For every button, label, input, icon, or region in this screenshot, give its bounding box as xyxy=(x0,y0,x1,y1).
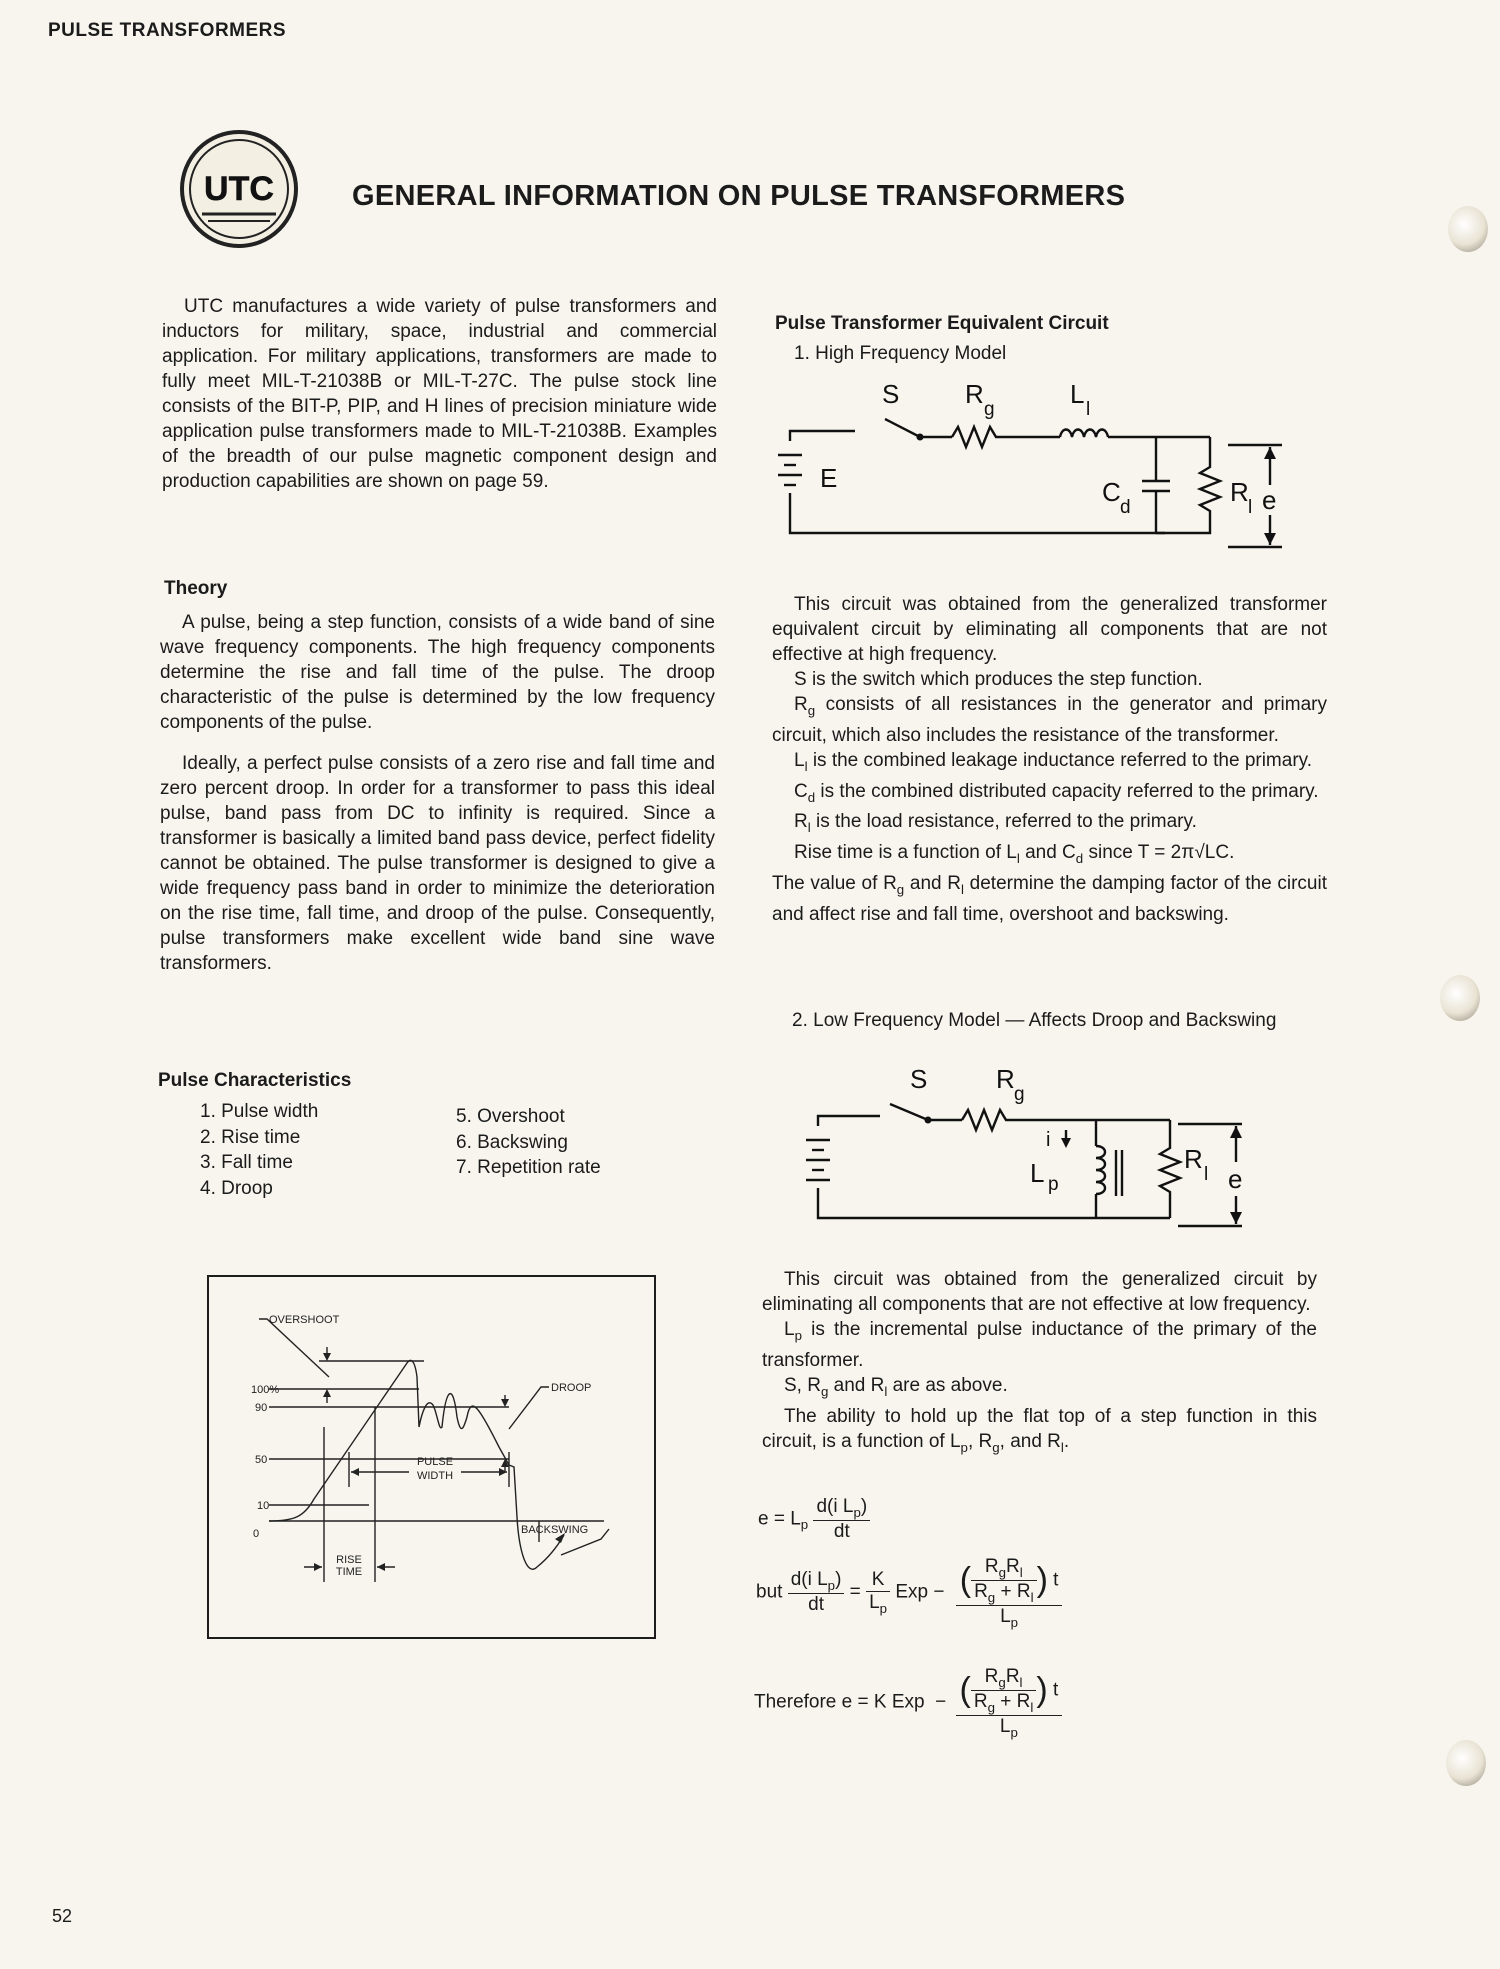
lp-description: $L_p$ is the incremental pulse inductance of the primary of the transformer. xyxy=(762,1319,1317,1371)
pulse-width-label-2: WIDTH xyxy=(416,1470,454,1482)
utc-logo xyxy=(178,128,300,250)
theory-paragraph-1: A pulse, being a step function, consists of a wide band of sine wave frequency components. The high frequency components determine the rise and fall time of the pulse. The droop characteristic of the pulse is determined by the low frequency components of the pulse. xyxy=(160,612,715,733)
lf-paragraph: This circuit was obtained from the generalized circuit by eliminating all components that are not effective at low frequency. xyxy=(762,1269,1317,1315)
cd-label: C xyxy=(1102,477,1121,507)
high-frequency-circuit xyxy=(770,375,1330,555)
page-number: 52 xyxy=(52,1906,73,1926)
logo-text: UTC xyxy=(204,170,274,208)
rg-sub: g xyxy=(984,399,995,420)
cd-sub: d xyxy=(1120,497,1131,518)
tick-90: 90 xyxy=(255,1402,268,1414)
model-1-label: 1. High Frequency Model xyxy=(794,343,1007,364)
characteristics-heading: Pulse Characteristics xyxy=(158,1070,352,1091)
pulse-width-label-1: PULSE xyxy=(416,1456,454,1468)
overshoot-label: OVERSHOOT xyxy=(269,1314,340,1326)
list-item: 2. Rise time xyxy=(200,1126,301,1148)
list-item: 7. Repetition rate xyxy=(456,1157,601,1178)
rg-label-2: R xyxy=(996,1064,1015,1094)
pulse-waveform-diagram xyxy=(209,1277,654,1637)
tick-0: 0 xyxy=(253,1528,260,1540)
rise-time-description: Rise time is a function of $L_l$ and $C_d$ since T = 2π√LC. xyxy=(794,842,1235,866)
source-e-label: E xyxy=(820,463,838,493)
tick-10: 10 xyxy=(257,1500,270,1512)
theory-paragraph-2: Ideally, a perfect pulse consists of a zero rise and fall time and zero percent droop. In order for a transformer to pass this ideal pulse, band pass from DC to infinity is required. Since a transformer is basically a limited band pass device, perfect fidelity cannot be obtained. The pulse transformer is designed to give a wide frequency pass band in order to minimize the deterioration on the rise time, fall time, and droop of the pulse. Consequently, pulse transformers make excellent wide band sine wave transformers. xyxy=(160,753,715,974)
intro-paragraph xyxy=(162,294,717,494)
intro-text: UTC manufactures a wide variety of pulse transformers and inductors for military, space, industrial and commercial application. For military applications, transformers are made to fully meet MIL-T-21038B or MIL-T-27C. The pulse stock line consists of the BIT-P, PIP, and H lines of precision miniature wide application pulse transformers made to MIL-T-21038B. Examples of the breadth of our pulse magnetic component design and production capabilities are shown on page 59. xyxy=(162,296,717,492)
output-e-label-2: e xyxy=(1228,1164,1243,1194)
rg-label: R xyxy=(965,379,984,409)
equation-2: but $\frac{d(i L_p)}{dt}$ = $\frac{K}{L_p}$ Exp − ( $\frac{R_gR_l}{R_g + R_l}$ ) t $L_p$ xyxy=(756,1556,1062,1629)
binder-hole-bottom xyxy=(1446,1740,1486,1786)
damping-description: The value of $R_g$ and $R_l$ determine the damping factor of the circuit and affect rise and fall time, overshoot and backswing. xyxy=(772,872,1327,925)
rg-description: $R_g$ consists of all resistances in the generator and primary circuit, which also includes the resistance of the transformer. xyxy=(772,694,1327,746)
list-item: 5. Overshoot xyxy=(456,1106,565,1127)
list-item: 3. Fall time xyxy=(200,1152,293,1173)
ll-description: $L_l$ is the combined leakage inductance referred to the primary. xyxy=(794,749,1313,774)
current-label: i xyxy=(1046,1129,1051,1151)
ll-sub: l xyxy=(1086,399,1091,420)
same-description: S, $R_g$ and $R_l$ are as above. xyxy=(784,1374,1008,1399)
output-e-label: e xyxy=(1262,485,1277,515)
equivalent-circuit-heading: Pulse Transformer Equivalent Circuit xyxy=(775,313,1109,334)
rise-time-label-2: TIME xyxy=(335,1566,363,1578)
theory-heading: Theory xyxy=(164,578,228,599)
ll-label: L xyxy=(1070,379,1085,409)
binder-hole-middle xyxy=(1440,975,1480,1021)
running-header: PULSE TRANSFORMERS xyxy=(48,20,287,41)
rg-sub-2: g xyxy=(1014,1084,1025,1105)
tick-50: 50 xyxy=(255,1454,268,1466)
pulse-waveform-figure xyxy=(207,1275,656,1639)
binder-hole-top xyxy=(1448,206,1488,252)
list-item: 4. Droop xyxy=(200,1177,273,1199)
list-item: 6. Backswing xyxy=(456,1131,568,1153)
flat-top-description: The ability to hold up the flat top of a step function in this circuit, is a function of $L_p$, $R_g$, and $R_l$. xyxy=(762,1405,1317,1455)
switch-label: S xyxy=(882,379,900,409)
rl-sub-2: l xyxy=(1204,1164,1209,1185)
low-frequency-description xyxy=(762,1267,1317,1459)
rl-description: $R_l$ is the load resistance, referred to the primary. xyxy=(794,811,1197,836)
equation-1: $e = L_p$ $\frac{d(i L_p)}{dt}$ xyxy=(758,1496,870,1543)
characteristics-list-left xyxy=(200,1099,318,1201)
cd-description: $C_d$ is the combined distributed capacity referred to the primary. xyxy=(794,780,1319,805)
droop-label: DROOP xyxy=(551,1382,592,1394)
rl-sub: l xyxy=(1248,497,1253,518)
page-title: GENERAL INFORMATION ON PULSE TRANSFORMERS xyxy=(352,180,1126,212)
backswing-label: BACKSWING xyxy=(521,1524,589,1536)
rl-label-2: R xyxy=(1184,1144,1203,1174)
equation-3: Therefore e = K Exp − ( $\frac{R_gR_l}{R_g + R_l}$ ) t $L_p$ xyxy=(754,1666,1062,1739)
tick-100: 100% xyxy=(251,1384,280,1396)
rl-label: R xyxy=(1230,477,1249,507)
switch-description: S is the switch which produces the step function. xyxy=(794,669,1203,690)
switch-label-2: S xyxy=(910,1064,928,1094)
model-2-label: 2. Low Frequency Model — Affects Droop and Backswing xyxy=(792,1010,1277,1031)
low-frequency-circuit xyxy=(780,1058,1260,1238)
rise-time-label-1: RISE xyxy=(336,1554,362,1566)
high-frequency-description xyxy=(772,592,1327,927)
characteristics-list-right xyxy=(456,1104,601,1181)
theory-section xyxy=(160,610,715,976)
lp-label: L xyxy=(1030,1158,1045,1188)
hf-paragraph: This circuit was obtained from the generalized transformer equivalent circuit by eliminating all components that are not effective at high frequency. xyxy=(772,594,1327,665)
lp-sub: p xyxy=(1048,1174,1059,1195)
list-item: 1. Pulse width xyxy=(200,1101,319,1122)
